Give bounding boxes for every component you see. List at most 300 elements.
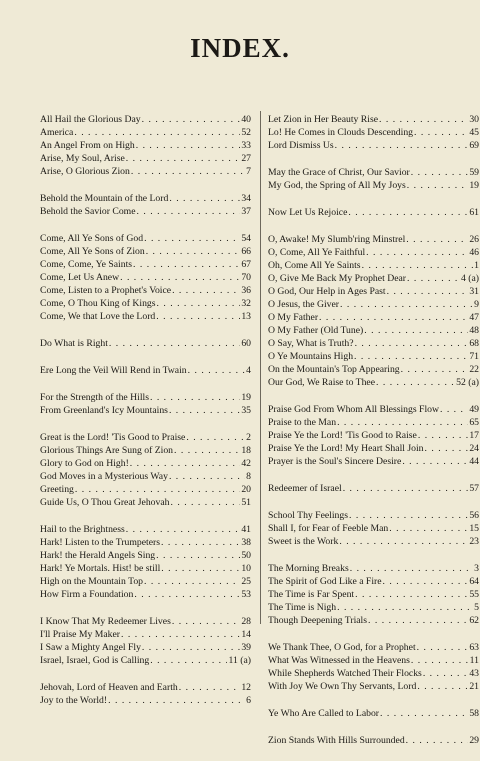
dot-leader: [179, 681, 241, 694]
dot-leader: [354, 350, 468, 363]
hymn-title: We Thank Thee, O God, for a Prophet: [268, 642, 416, 653]
page-number: 9: [474, 299, 479, 310]
hymn-title: Sweet is the Work: [268, 536, 339, 547]
index-entry: [40, 615, 251, 628]
hymn-title: Come, O Thou King of Kings: [40, 298, 156, 309]
page-number: 25: [241, 576, 251, 587]
index-group: [40, 364, 251, 377]
dot-leader: [150, 654, 227, 667]
dot-leader: [349, 509, 468, 522]
page-number: 40: [241, 114, 251, 125]
dot-leader: [169, 404, 240, 417]
dot-leader: [161, 562, 240, 575]
index-entry: [268, 455, 479, 468]
index-entry: [268, 667, 479, 680]
hymn-title: Arise, My Soul, Arise: [40, 153, 125, 164]
hymn-title: Behold the Savior Come: [40, 206, 136, 217]
index-entry: [40, 126, 251, 139]
dot-leader: [186, 431, 245, 444]
hymn-title: May the Grace of Christ, Our Savior: [268, 167, 410, 178]
hymn-title: O, Come, All Ye Faithful: [268, 247, 366, 258]
dot-leader: [133, 258, 240, 271]
page-number: 48: [469, 325, 479, 336]
page-number: 28: [241, 616, 251, 627]
dot-leader: [74, 126, 240, 139]
index-entry: [40, 483, 251, 496]
dot-leader: [425, 442, 469, 455]
hymn-title: On the Mountain's Top Appearing: [268, 364, 400, 375]
index-entry: [40, 245, 251, 258]
index-entry: [268, 614, 479, 627]
dot-leader: [144, 575, 240, 588]
hymn-title: The Spirit of God Like a Fire: [268, 576, 382, 587]
index-column-right: [268, 113, 479, 761]
hymn-title: Joy to the World!: [40, 695, 108, 706]
dot-leader: [144, 232, 240, 245]
page-number: 33: [241, 140, 251, 151]
index-entry: [40, 310, 251, 323]
index-entry: [40, 284, 251, 297]
index-group: [40, 337, 251, 350]
dot-leader: [169, 192, 240, 205]
index-entry: [268, 562, 479, 575]
hymn-title: Though Deepening Trials: [268, 615, 368, 626]
index-entry: [40, 641, 251, 654]
hymn-title: O Ye Mountains High: [268, 351, 354, 362]
page-number: 32: [241, 298, 251, 309]
index-entry: [40, 139, 251, 152]
index-entry: [268, 139, 479, 152]
index-entry: [40, 232, 251, 245]
page-number: 56: [469, 510, 479, 521]
dot-leader: [418, 429, 468, 442]
dot-leader: [387, 285, 469, 298]
page-number: 63: [469, 642, 479, 653]
index-entry: [268, 482, 479, 495]
dot-leader: [130, 457, 241, 470]
index-entry: [40, 523, 251, 536]
hymn-title: Do What is Right: [40, 338, 108, 349]
dot-leader: [142, 641, 240, 654]
dot-leader: [423, 667, 468, 680]
page-number: 64: [469, 576, 479, 587]
dot-leader: [75, 483, 240, 496]
index-entry: [40, 258, 251, 271]
hymn-title: The Time is Nigh: [268, 602, 337, 613]
hymn-title: America: [40, 127, 74, 138]
page-number: 6: [246, 695, 251, 706]
dot-leader: [337, 416, 468, 429]
index-entry: [268, 113, 479, 126]
index-group: [40, 523, 251, 601]
index-entry: [40, 496, 251, 509]
hymn-title: Arise, O Glorious Zion: [40, 166, 130, 177]
hymn-title: School Thy Feelings: [268, 510, 349, 521]
index-entry: [40, 165, 251, 178]
index-entry: [40, 431, 251, 444]
dot-leader: [362, 259, 474, 272]
index-group: [40, 681, 251, 707]
index-entry: [268, 166, 479, 179]
index-entry: [40, 588, 251, 601]
page-number: 38: [241, 537, 251, 548]
index-entry: [40, 470, 251, 483]
hymn-title: Come, All Ye Sons of Zion: [40, 246, 145, 257]
page-number: 41: [241, 524, 251, 535]
dot-leader: [120, 271, 240, 284]
index-entry: [268, 442, 479, 455]
hymn-title: While Shepherds Watched Their Flocks: [268, 668, 422, 679]
hymn-title: Lord Dismiss Us: [268, 140, 334, 151]
hymn-title: O Jesus, the Giver: [268, 299, 340, 310]
page-number: 11 (a): [228, 655, 251, 666]
index-group: [40, 192, 251, 218]
page-number: 62: [469, 615, 479, 626]
page-number: 19: [241, 392, 251, 403]
index-group: [268, 734, 479, 747]
index-group: [268, 562, 479, 627]
page-number: 1: [474, 260, 479, 271]
hymn-title: Lo! He Comes in Clouds Descending: [268, 127, 414, 138]
page-number: 10: [241, 563, 251, 574]
index-entry: [268, 588, 479, 601]
index-entry: [268, 641, 479, 654]
page-number: 13: [241, 311, 251, 322]
dot-leader: [350, 562, 473, 575]
page-number: 43: [469, 668, 479, 679]
page-number: 39: [241, 642, 251, 653]
index-group: [40, 232, 251, 323]
dot-leader: [389, 522, 468, 535]
page-number: 29: [469, 735, 479, 746]
dot-leader: [417, 641, 469, 654]
hymn-title: What Was Witnessed in the Heavens: [268, 655, 410, 666]
dot-leader: [355, 588, 468, 601]
index-entry: [268, 259, 479, 272]
hymn-title: Oh, Come All Ye Saints: [268, 260, 361, 271]
dot-leader: [174, 444, 240, 457]
index-entry: [40, 681, 251, 694]
page-number: 23: [469, 536, 479, 547]
hymn-title: Praise to the Man: [268, 417, 337, 428]
index-entry: [40, 562, 251, 575]
index-entry: [40, 152, 251, 165]
hymn-title: Hark! Ye Mortals. Hist! be still: [40, 563, 161, 574]
hymn-title: My God, the Spring of All My Joys: [268, 180, 406, 191]
page-number: 52 (a): [456, 377, 479, 388]
index-entry: [268, 403, 479, 416]
page-number: 34: [241, 193, 251, 204]
dot-leader: [411, 654, 469, 667]
hymn-title: Praise God From Whom All Blessings Flow: [268, 404, 439, 415]
hymn-title: All Hail the Glorious Day: [40, 114, 141, 125]
page-number: 50: [241, 550, 251, 561]
index-entry: [40, 391, 251, 404]
index-entry: [268, 734, 479, 747]
dot-leader: [340, 298, 473, 311]
hymn-title: High on the Mountain Top: [40, 576, 144, 587]
hymn-title: Let Zion in Her Beauty Rise: [268, 114, 379, 125]
hymn-title: Ye Who Are Called to Labor: [268, 708, 380, 719]
page-number: 27: [241, 153, 251, 164]
hymn-title: An Angel From on High: [40, 140, 135, 151]
index-entry: [40, 337, 251, 350]
page-number: 47: [469, 312, 479, 323]
page-number: 36: [241, 285, 251, 296]
index-entry: [268, 535, 479, 548]
dot-leader: [343, 482, 469, 495]
dot-leader: [348, 206, 468, 219]
dot-leader: [319, 311, 468, 324]
hymn-title: With Joy We Own Thy Servants, Lord: [268, 681, 417, 692]
hymn-title: Glory to God on High!: [40, 458, 129, 469]
hymn-title: Come, Let Us Anew: [40, 272, 120, 283]
hymn-title: Israel, Israel, God is Calling: [40, 655, 150, 666]
page-number: 49: [469, 404, 479, 415]
page-number: 59: [469, 167, 479, 178]
dot-leader: [109, 337, 240, 350]
index-entry: [268, 707, 479, 720]
dot-leader: [156, 549, 240, 562]
hymn-title: I Know That My Redeemer Lives: [40, 616, 171, 627]
page-number: 20: [241, 484, 251, 495]
index-entry: [40, 113, 251, 126]
index-entry: [40, 364, 251, 377]
dot-leader: [366, 246, 468, 259]
page-number: 17: [469, 430, 479, 441]
page-number: 3: [474, 563, 479, 574]
dot-leader: [146, 245, 241, 258]
index-entry: [40, 628, 251, 641]
dot-leader: [376, 376, 455, 389]
page-number: 68: [469, 338, 479, 349]
index-entry: [40, 549, 251, 562]
index-entry: [40, 654, 251, 667]
dot-leader: [172, 284, 240, 297]
index-group: [268, 233, 479, 389]
page-number: 22: [469, 364, 479, 375]
index-entry: [268, 416, 479, 429]
hymn-title: Greeting: [40, 484, 74, 495]
index-entry: [40, 271, 251, 284]
hymn-title: O My Father (Old Tune): [268, 325, 364, 336]
hymn-title: From Greenland's Icy Mountains: [40, 405, 168, 416]
dot-leader: [169, 470, 245, 483]
index-entry: [268, 206, 479, 219]
dot-leader: [355, 337, 469, 350]
index-group: [268, 641, 479, 693]
dot-leader: [172, 615, 240, 628]
hymn-title: Great is the Lord! 'Tis Good to Praise: [40, 432, 186, 443]
index-entry: [268, 350, 479, 363]
index-entry: [268, 376, 479, 389]
dot-leader: [383, 575, 469, 588]
index-entry: [40, 205, 251, 218]
page-number: 42: [241, 458, 251, 469]
index-group: [40, 431, 251, 509]
index-entry: [40, 192, 251, 205]
page-number: 51: [241, 497, 251, 508]
page-number: 12: [241, 682, 251, 693]
page-number: 26: [469, 234, 479, 245]
hymn-title: Come, Come, Ye Saints: [40, 259, 133, 270]
dot-leader: [188, 364, 246, 377]
hymn-title: I Saw a Mighty Angel Fly: [40, 642, 141, 653]
dot-leader: [137, 205, 241, 218]
hymn-title: Come, Listen to a Prophet's Voice: [40, 285, 172, 296]
page-number: 61: [469, 207, 479, 218]
hymn-title: Come, All Ye Sons of God: [40, 233, 144, 244]
index-entry: [268, 363, 479, 376]
page-number: 71: [469, 351, 479, 362]
hymn-title: O God, Our Help in Ages Past: [268, 286, 386, 297]
page-number: 58: [469, 708, 479, 719]
page-number: 18: [241, 445, 251, 456]
index-entry: [268, 179, 479, 192]
index-entry: [40, 297, 251, 310]
index-entry: [268, 311, 479, 324]
page-number: 11: [469, 655, 479, 666]
index-entry: [268, 680, 479, 693]
page-number: 15: [469, 523, 479, 534]
dot-leader: [161, 536, 240, 549]
dot-leader: [364, 324, 468, 337]
page-number: 67: [241, 259, 251, 270]
index-entry: [268, 324, 479, 337]
page-number: 37: [241, 206, 251, 217]
hymn-title: For the Strength of the Hills: [40, 392, 149, 403]
hymn-title: Redeemer of Israel: [268, 483, 342, 494]
hymn-title: Our God, We Raise to Thee: [268, 377, 376, 388]
hymn-title: I'll Praise My Maker: [40, 629, 121, 640]
page-number: 54: [241, 233, 251, 244]
hymn-title: Jehovah, Lord of Heaven and Earth: [40, 682, 178, 693]
page-number: 4 (a): [460, 273, 479, 284]
dot-leader: [142, 113, 241, 126]
dot-leader: [379, 113, 468, 126]
dot-leader: [440, 403, 468, 416]
hymn-title: Praise Ye the Lord! My Heart Shall Join: [268, 443, 424, 454]
hymn-title: Prayer is the Soul's Sincere Desire: [268, 456, 402, 467]
dot-leader: [402, 455, 468, 468]
index-entry: [40, 536, 251, 549]
page-number: 21: [469, 681, 479, 692]
dot-leader: [156, 310, 240, 323]
hymn-title: Come, We that Love the Lord: [40, 311, 156, 322]
index-entry: [268, 601, 479, 614]
hymn-title: Behold the Mountain of the Lord: [40, 193, 169, 204]
dot-leader: [171, 496, 241, 509]
dot-leader: [131, 165, 245, 178]
hymn-title: O My Father: [268, 312, 319, 323]
hymn-title: Now Let Us Rejoice: [268, 207, 348, 218]
index-group: [268, 113, 479, 152]
index-entry: [40, 404, 251, 417]
page-number: 19: [469, 180, 479, 191]
index-group: [268, 206, 479, 219]
index-entry: [268, 233, 479, 246]
hymn-title: Ere Long the Veil Will Rend in Twain: [40, 365, 187, 376]
page-number: 53: [241, 589, 251, 600]
page-number: 45: [469, 127, 479, 138]
page-number: 57: [469, 483, 479, 494]
index-column-left: [40, 113, 251, 721]
dot-leader: [337, 601, 473, 614]
page-number: 14: [241, 629, 251, 640]
dot-leader: [368, 614, 468, 627]
index-group: [268, 509, 479, 548]
dot-leader: [380, 707, 468, 720]
hymn-title: O, Give Me Back My Prophet Dear: [268, 273, 407, 284]
dot-leader: [126, 523, 241, 536]
page-number: 31: [469, 286, 479, 297]
index-group: [268, 166, 479, 192]
page-number: 52: [241, 127, 251, 138]
dot-leader: [411, 166, 469, 179]
index-group: [268, 403, 479, 468]
index-entry: [268, 272, 479, 285]
page-number: 70: [241, 272, 251, 283]
index-group: [40, 113, 251, 178]
page-number: 7: [246, 166, 251, 177]
page-number: 8: [246, 471, 251, 482]
page-number: 65: [469, 417, 479, 428]
page-number: 35: [241, 405, 251, 416]
hymn-title: How Firm a Foundation: [40, 589, 134, 600]
index-entry: [268, 509, 479, 522]
index-entry: [268, 575, 479, 588]
dot-leader: [126, 152, 241, 165]
hymn-title: Shall I, for Fear of Feeble Man: [268, 523, 389, 534]
page-number: 66: [241, 246, 251, 257]
hymn-title: The Morning Breaks: [268, 563, 349, 574]
dot-leader: [407, 179, 469, 192]
page-title: INDEX.: [190, 33, 290, 63]
dot-leader: [407, 272, 460, 285]
dot-leader: [417, 680, 468, 693]
page-number: 46: [469, 247, 479, 258]
column-divider: [260, 111, 261, 624]
dot-leader: [108, 694, 245, 707]
hymn-title: God Moves in a Mysterious Way: [40, 471, 168, 482]
hymn-title: Glorious Things Are Sung of Zion: [40, 445, 174, 456]
page-number: 4: [246, 365, 251, 376]
index-entry: [268, 337, 479, 350]
index-entry: [40, 694, 251, 707]
hymn-title: Hail to the Brightness: [40, 524, 125, 535]
hymn-title: O Say, What is Truth?: [268, 338, 354, 349]
dot-leader: [406, 233, 468, 246]
index-entry: [40, 457, 251, 470]
page-number: 55: [469, 589, 479, 600]
index-entry: [268, 126, 479, 139]
dot-leader: [136, 139, 241, 152]
index-group: [268, 707, 479, 720]
dot-leader: [339, 535, 468, 548]
index-entry: [268, 246, 479, 259]
page-number: 60: [241, 338, 251, 349]
hymn-title: Praise Ye the Lord! 'Tis Good to Raise: [268, 430, 417, 441]
index-entry: [268, 522, 479, 535]
index-entry: [268, 298, 479, 311]
page-number: 44: [469, 456, 479, 467]
hymn-title: O, Awake! My Slumb'ring Minstrel: [268, 234, 406, 245]
page-number: 24: [469, 443, 479, 454]
hymn-title: The Time is Far Spent: [268, 589, 355, 600]
index-entry: [40, 575, 251, 588]
index-entry: [268, 285, 479, 298]
page-number: 2: [246, 432, 251, 443]
